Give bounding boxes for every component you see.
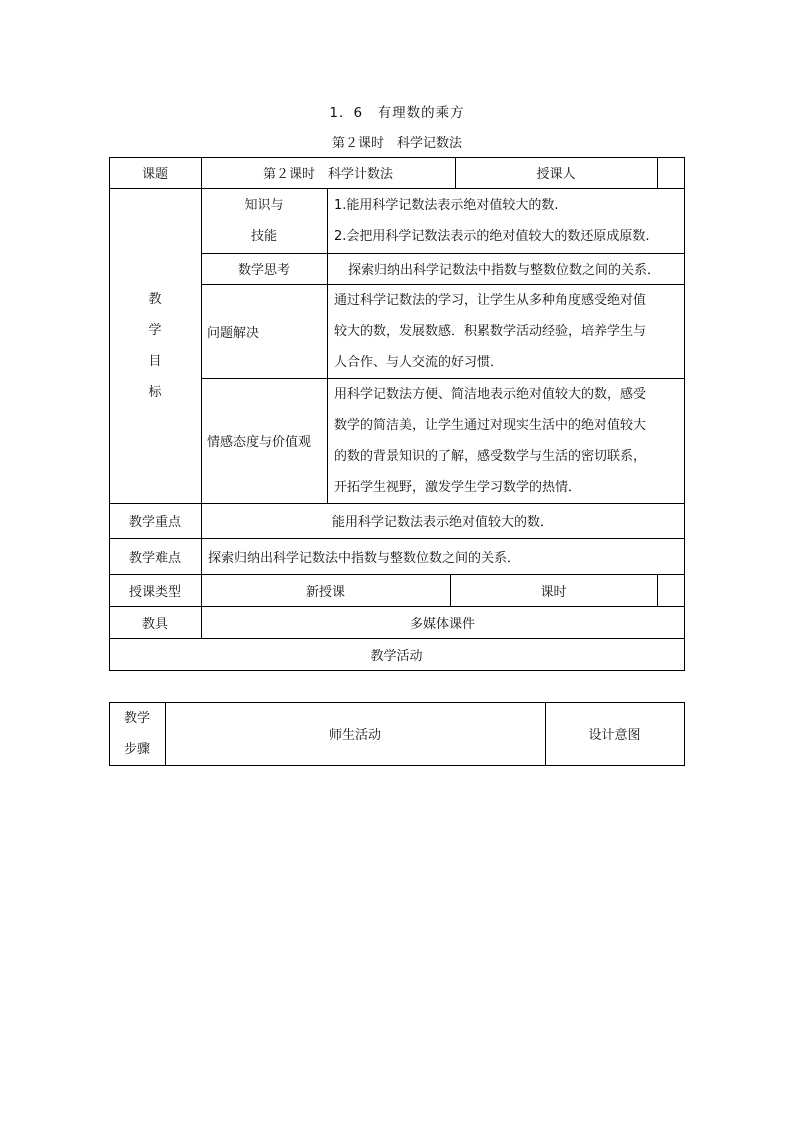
problem-line: 较大的数，发展数感．积累数学活动经验，培养学生与 bbox=[334, 324, 647, 339]
teacher-label: 授课人 bbox=[536, 167, 576, 182]
steps-label-line: 步骤 bbox=[123, 742, 150, 757]
design-header: 设计意图 bbox=[588, 728, 641, 743]
difficulty-value: 探索归纳出科学记数法中指数与整数位数之间的关系． bbox=[208, 550, 521, 566]
hours-value bbox=[657, 574, 684, 606]
table-line bbox=[327, 188, 328, 503]
table-border-bottom bbox=[109, 765, 685, 766]
knowledge-line: 2.会把用科学记数法表示的绝对值较大的数还原成原数. bbox=[334, 229, 650, 244]
table-border-right bbox=[684, 702, 685, 765]
key-point-label: 教学重点 bbox=[128, 515, 181, 530]
emotion-line: 用科学记数法方便、简洁地表示绝对值较大的数，感受 bbox=[334, 387, 647, 402]
objectives-label-char: 教 bbox=[148, 292, 162, 307]
topic-value: 第２课时 科学计数法 bbox=[262, 167, 393, 182]
activities-title: 教学活动 bbox=[370, 648, 423, 664]
lesson-type-value: 新授课 bbox=[305, 584, 345, 600]
page-subtitle: 第２课时 科学记数法 bbox=[331, 136, 462, 151]
table-line bbox=[201, 157, 202, 638]
lesson-type-label: 授课类型 bbox=[128, 584, 181, 600]
table-border-bottom bbox=[109, 670, 685, 671]
objectives-label-char: 目 bbox=[148, 354, 162, 369]
table-border-right bbox=[684, 157, 685, 670]
knowledge-line: 1.能用科学记数法表示绝对值较大的数. bbox=[334, 198, 559, 213]
topic-label: 课题 bbox=[141, 167, 168, 182]
problem-label: 问题解决 bbox=[207, 325, 260, 341]
emotion-line: 的数的背景知识的了解，感受数学与生活的密切联系， bbox=[334, 449, 647, 464]
difficulty-label: 教学难点 bbox=[128, 550, 181, 566]
activity-header: 师生活动 bbox=[328, 728, 381, 743]
page-title: 1．6 有理数的乘方 bbox=[329, 105, 465, 121]
problem-line: 通过科学记数法的学习，让学生从多种角度感受绝对值 bbox=[334, 293, 647, 308]
tools-value: 多媒体课件 bbox=[409, 616, 475, 632]
knowledge-label-line: 技能 bbox=[250, 229, 277, 244]
thinking-text: 探索归纳出科学记数法中指数与整数位数之间的关系． bbox=[348, 263, 661, 278]
steps-label-line: 教学 bbox=[123, 711, 150, 726]
knowledge-label-line: 知识与 bbox=[244, 198, 284, 213]
key-point-value: 能用科学记数法表示绝对值较大的数． bbox=[331, 515, 553, 530]
thinking-label: 数学思考 bbox=[237, 263, 290, 278]
emotion-line: 数学的简洁美，让学生通过对现实生活中的绝对值较大 bbox=[334, 418, 647, 433]
problem-line: 人合作、与人交流的好习惯． bbox=[334, 355, 504, 370]
hours-label: 课时 bbox=[540, 584, 567, 600]
emotion-line: 开拓学生视野，激发学生学习数学的热情． bbox=[334, 480, 582, 495]
objectives-label-char: 标 bbox=[148, 385, 162, 400]
objectives-label-char: 学 bbox=[148, 323, 162, 338]
teacher-value bbox=[657, 157, 684, 188]
emotion-label: 情感态度与价值观 bbox=[207, 435, 312, 450]
tools-label: 教具 bbox=[141, 616, 168, 632]
table-line bbox=[109, 188, 685, 189]
